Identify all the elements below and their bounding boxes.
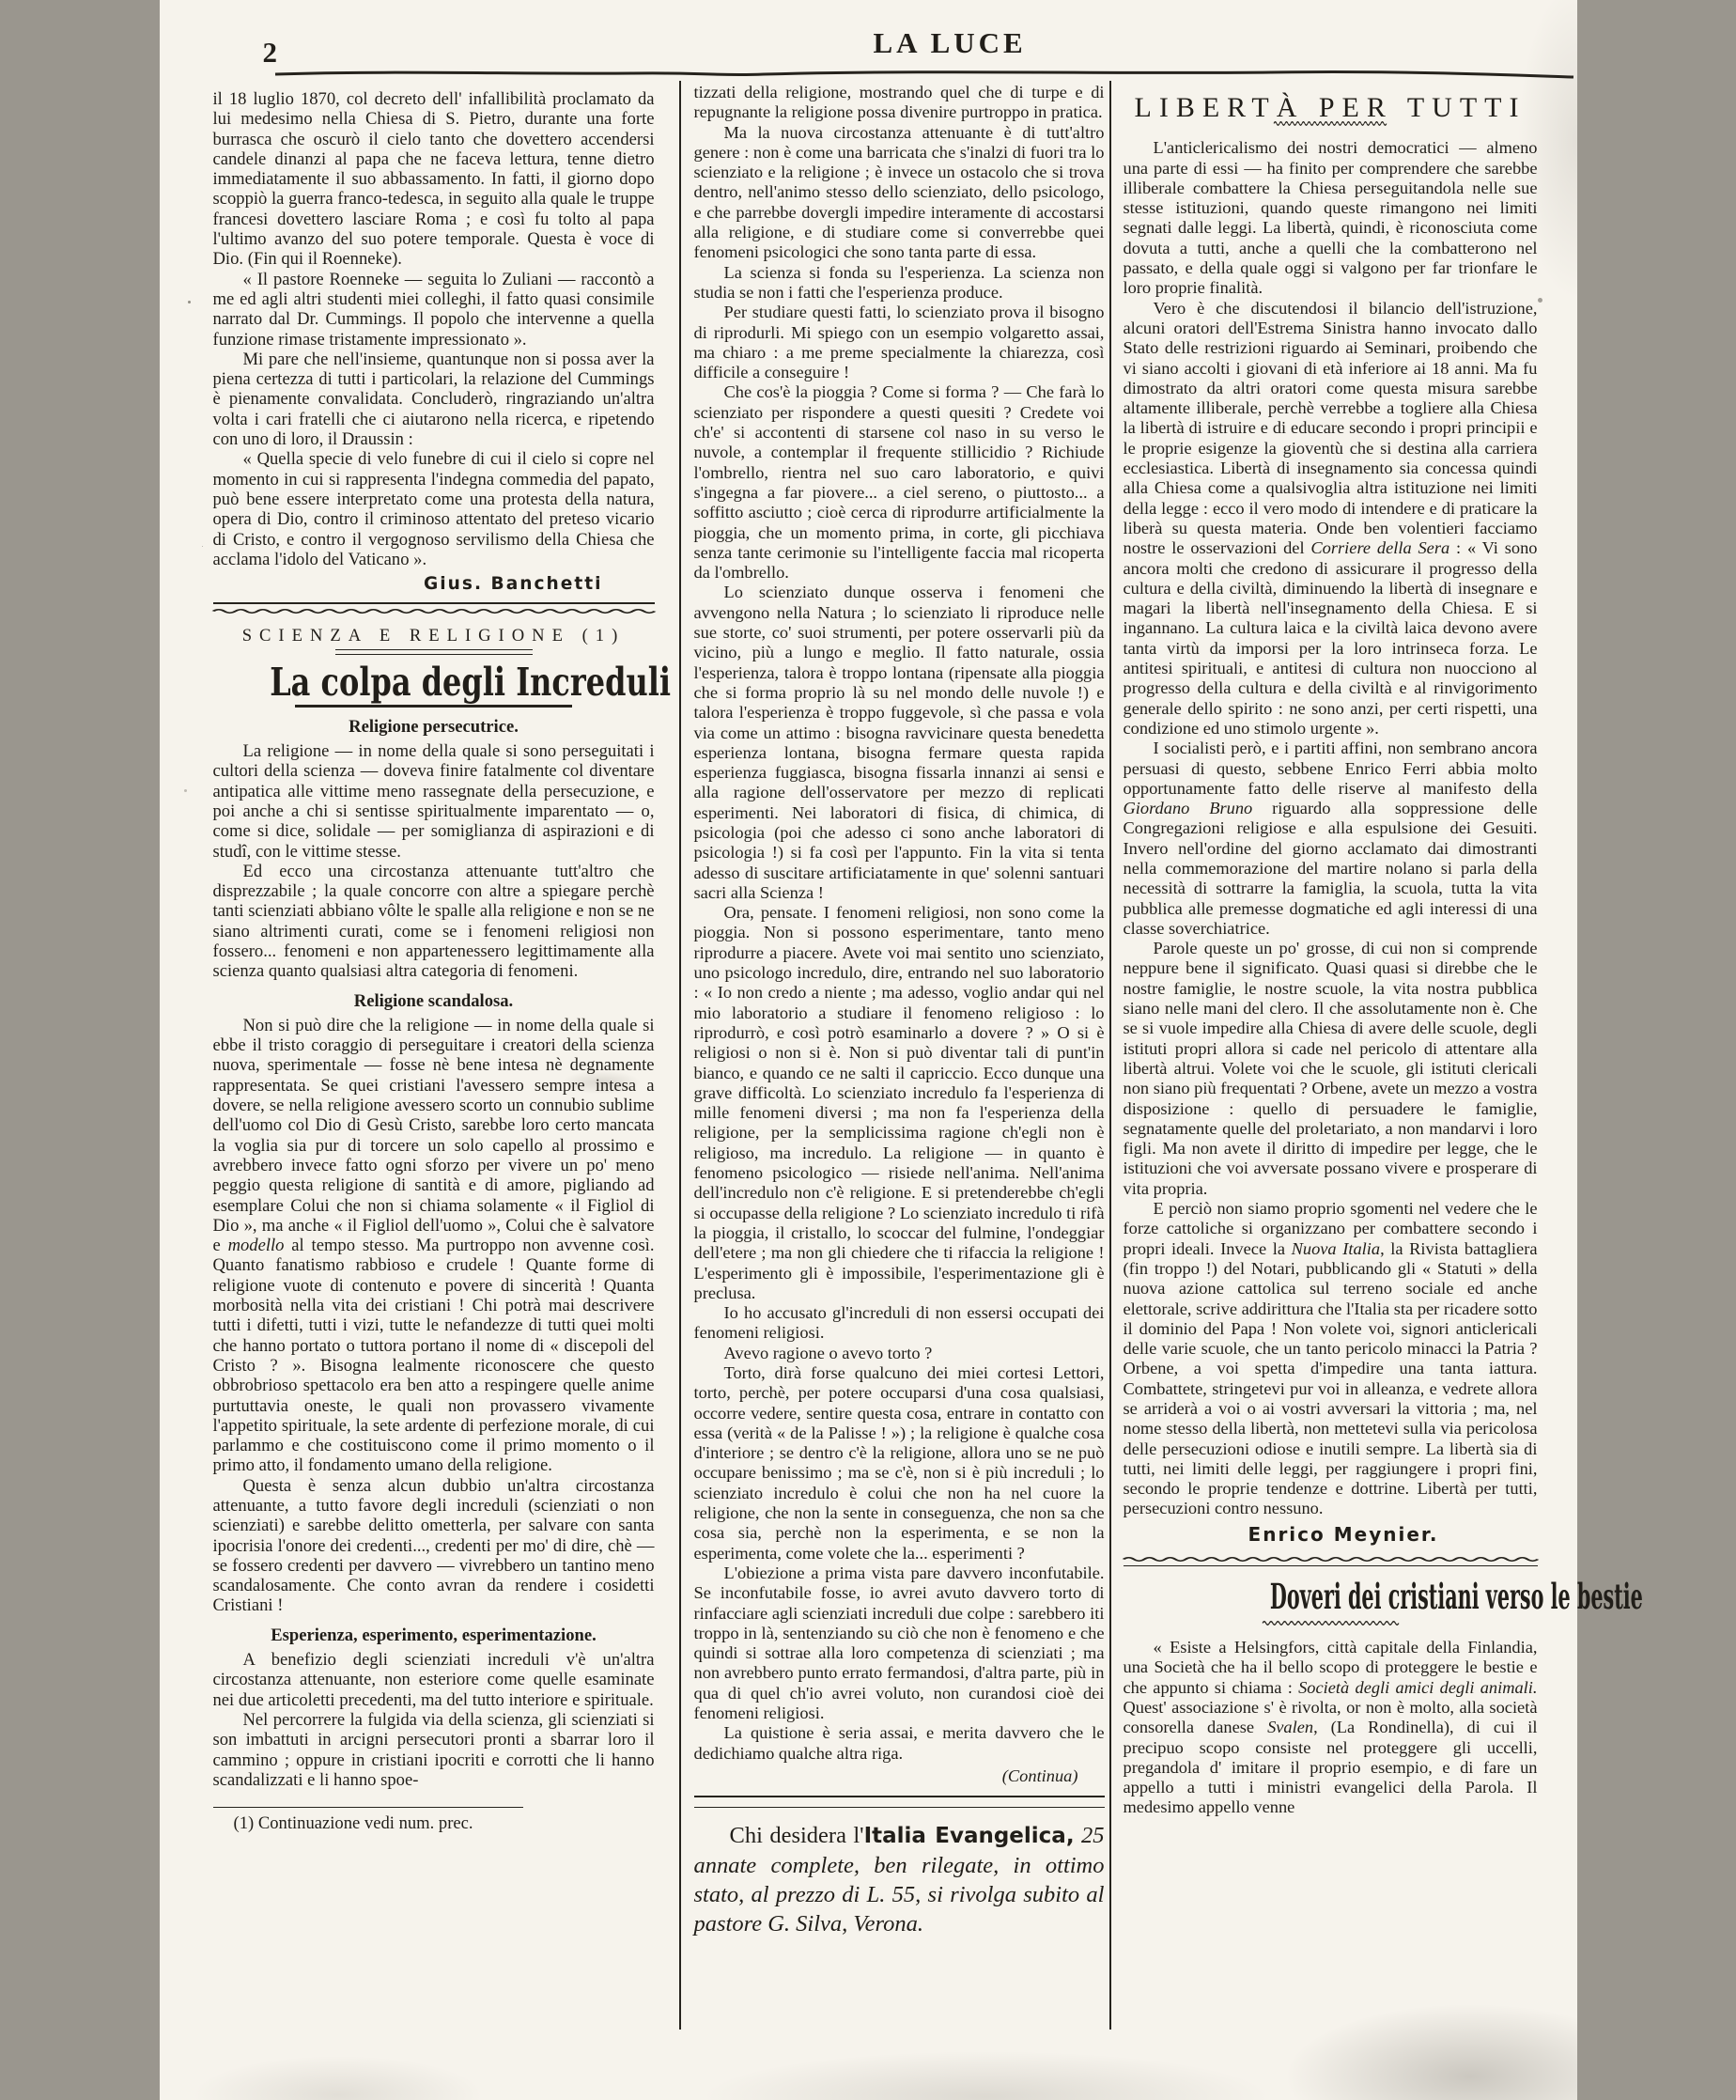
article-title-liberta: LIBERTÀ PER TUTTI (1134, 92, 1527, 123)
column-divider-left (679, 81, 681, 2030)
headline-underline (295, 705, 572, 708)
body-paragraph: « Quella specie di velo funebre di cui il cielo si copre nel momento in cui si rappresenta l'indegna commedia del papato, può bene essere interpretato come una protesta della natura, opera di Dio, contro il criminoso attentato del preteso vicario di Cristo, e contro il vergognoso servilismo della Chiesa che acclama l'idolo del Vaticano ». (212, 449, 655, 569)
section-separator (213, 602, 655, 614)
column-left (212, 89, 671, 2081)
signature-banchetti: Gius. Banchetti (424, 574, 603, 595)
subheading: Esperienza, esperimento, esperimentazione. (271, 1625, 597, 1645)
body-paragraph: I socialisti però, e i partiti affini, non sembrano ancora persuasi di questo, sebbene Enrico Ferri abbia molto opportunamente fatto delle riserve al manifesto della Giordano Bruno riguardo alla soppressione delle Congregazioni religiose e alla espulsione dei Gesuiti. Invero nell'ordine del giorno acclamato dai dimostranti nella commemorazione del martire nolano si parla della necessità di sottrarre la famiglia, la scuola, tutta la vita pubblica alle premesse dogmatiche ed agli interessi di una classe soverchiatrice. (1123, 739, 1538, 938)
article-headline-doveri: Doveri dei cristiani verso le bestie (1269, 1576, 1643, 1618)
body-paragraph: « Il pastore Roenneke — seguita lo Zuliani — raccontò a me ed agli altri studenti miei colleghi, il fatto quasi consimile narrato dal Dr. Cummings. Il popolo che intervenne a quella funzione rimase tristamente impressionato ». (212, 269, 655, 350)
article-separator (1124, 1556, 1538, 1566)
body-paragraph: Non si può dire che la religione — in nome della quale si ebbe il tristo coraggio di perseguitare i creatori della scienza nuova, sperimentale — fosse nè bene intesa nè degnamente rappresentata. Se quei cristiani l'avessero sempre intesa a dovere, se nella religione avessero scorto un connubio sublime dell'uomo col Dio di Gesù Cristo, sarebbe loro certo mancata la voglia sia pur di torcere un solo capello al prossimo e avrebbero invece fatto ogni sforzo per vivere un po' meno peggio questa religione di santità e di amore, pigliando ad esemplare Colui che non si chiama solamente « il Figliol di Dio », ma anche « il Figliol dell'uomo », Colui che è salvatore e modello al tempo stesso. Ma purtroppo non avvenne così. Quanto fanatismo rabbioso e crudele ! Quante forme di religione vuote di contenuto e povere di sincerità ! Quanta morbosità nella vita dei cristiani ! Chi potrà mai descrivere tutti i difetti, tutti i vizi, tutte le nefandezze di tutti quei molti che hanno portato o tuttora portano il nome di « discepoli del Cristo ? ». Bisogna lealmente riconoscere che questo obbrobrioso spettacolo era ben atto a respingere quelle anime purtuttavia oneste, le quali non provassero vivamente l'appetito spirituale, la sete ardente di perfezione morale, di cui parlammo e che costituiscono come il primo momento o il primo atto, il fondamento umano della religione. (212, 1015, 655, 1476)
subheading: Religione scandalosa. (353, 990, 514, 1011)
newspaper-page (160, 0, 1643, 2100)
column-center (694, 83, 1105, 2075)
scan-speck (188, 301, 191, 303)
body-paragraph: L'obiezione a prima vista pare davvero inconfutabile. Se inconfutabile fosse, io avrei avuto davvero torto di rinfacciare agli scienziati increduli due colpe : sarebbero iti troppo in là, sentenziando su ciò che non è fenomeno e che quindi si sottrae alla loro competenza di scienziati ; ma non avrebbero punto errato fermandosi, d'altra parte, più in qua di quel ch'io avrei voluto, non curandosi cioè dei fenomeni religiosi. (693, 1563, 1105, 1723)
column-right (1123, 83, 1643, 2075)
column-divider-right (1109, 81, 1111, 2030)
heading-rule (335, 649, 533, 655)
body-paragraph: E perciò non siamo proprio sgomenti nel vedere che le forze cattoliche si organizzano per combattere secondo i propri ideali. Invece la Nuova Italia, la Rivista battagliera (fin troppo !) del Notari, pubblicando gli « Statuti » della nuova azione cattolica sul terreno sociale ed anche elettorale, scrive addirittura che l'Italia sta per ricadere sotto il dominio del Papa ! Non volete voi, signori anticlericali delle varie scuole, che un tanto pericolo minacci la Patria ? Orbene, a voi spetta d'impedire una tanta iattura. Combattete, stringetevi pur voi in alleanza, e vedrete allora se arriderà a voi o ai vostri avversari la vittoria ; ma, nel nome stesso della libertà, non mettetevi sulla via pericolosa delle persecuzioni odiose e inutili sempre. La libertà sia di tutti, nei limiti delle leggi, per raggiungere i propri fini, secondo le proprie tendenze e dottrine. Libertà per tutti, persecuzioni contro nessuno. (1123, 1199, 1538, 1518)
body-paragraph: La quistione è seria assai, e merita davvero che le dedichiamo qualche altra riga. (693, 1723, 1105, 1763)
body-paragraph: Per studiare questi fatti, lo scienziato prova il bisogno di riprodurli. Mi spiego con un esempio volgaretto assai, ma chiaro : a me preme specialmente la chiarezza, così difficile a conseguire ! (693, 303, 1105, 382)
masthead-title: LA LUCE (873, 26, 1027, 59)
section-heading: SCIENZA E RELIGIONE (1) (241, 626, 626, 646)
subheading: Religione persecutrice. (349, 716, 519, 737)
body-paragraph: Ma la nuova circostanza attenuante è di tutt'altro genere : non è come una barricata che s'inalzi di fuori tra lo scienziato e la religione ; è invece un ostacolo che si trova dentro, nell'animo stesso dello scienziato, dello psicologo, e che parrebbe dovergli impedire interamente di accostarsi alla religione, e di studiare come si converrebbe quei fenomeni psicologici che sono tanta parte di essa. (693, 122, 1105, 262)
body-paragraph: Io ho accusato gl'increduli di non essersi occupati dei fenomeni religiosi. (693, 1303, 1105, 1343)
body-paragraph: Vero è che discutendosi il bilancio dell'istruzione, alcuni oratori dell'Estrema Sinistra hanno invocato dallo Stato delle restrizioni riguardo ai Seminari, proibendo che vi siano accolti i giovani di età inferiore ai 18 anni. Ma fu dimostrato da altri oratori come questa misura sarebbe altamente illiberale, perchè verrebbe a togliere alla Chiesa la libertà di istruire e di educare secondo i propri principii e le proprie esigenze la gioventù che si destina alla carriera ecclesiastica. Libertà di insegnamento sia concessa quindi alla Chiesa come a qualsivoglia altra istituzione nei limiti della legge : ecco il vero modo di intendere e di praticare la liberà su questa materia. Onde ben volentieri facciamo nostre le osservazioni del Corriere della Sera : « Vi sono ancora molti che credono di assicurare il progresso della cultura e della civiltà, diminuendo la libertà di insegnare e magari la libertà nell'insegnamento della Chiesa. E si ingannano. La cultura laica e la civiltà laica devono avere tanta virtù da imporsi per la loro intrinseca forza. Le antitesi spirituali, e antitesi di cultura non nuocciono al progresso della cultura e della civiltà e al rinvigorimento generale dello spirito : ne sono anzi, per certi rispetti, una condizione ed uno stimolo urgente ». (1123, 298, 1538, 738)
article-headline: La colpa degli Increduli (269, 659, 671, 705)
body-paragraph: « Esiste a Helsingfors, città capitale della Finlandia, una Società che ha il bello scopo di proteggere le bestie e che appunto si chiama : Società degli amici degli animali. Quest' associazione s' è rivolta, or non è molto, alla società consorella danese Svalen, (La Rondinella), di cui il precipuo scopo consiste nel proteggere gli uccelli, pregandola d' imitare il proprio esempio, e di fare un appello a tutti i ministri evangelici della Parola. Il medesimo appello venne (1123, 1638, 1538, 1817)
header-rule (275, 66, 1573, 79)
body-paragraph: La scienza si fonda su l'esperienza. La scienza non studia se non i fatti che l'esperienza produce. (693, 262, 1105, 302)
wavy-rule (1263, 1620, 1399, 1626)
continua-note: (Continua) (1001, 1766, 1078, 1785)
body-paragraph: La religione — in nome della quale si sono perseguitati i cultori della scienza — doveva finire fatalmente col diventare antipatica alle vittime meno rassegnate della persecuzione, e poi anche a chi si sentisse spiritualmente imparentato — o, come si dice, solidale — per somiglianza di aspirazioni e di studî, con le vittime stesse. (212, 741, 655, 862)
body-paragraph: Torto, dirà forse qualcuno dei miei cortesi Lettori, torto, perchè, per potere occuparsi d'una cosa qualsiasi, occorre vedere, sentire questa cosa, entrare in contatto con essa (verità « de la Palisse ! ») ; la religione è qualche cosa d'interiore ; se dentro c'è la religione, allora uno se ne può occupare benissimo ; ma se c'è, non si è più increduli ; lo scienziato incredulo è colui che non ha nel cuore la religione, che non la sente in conseguenza, che non sa che cosa sia, perchè non la esperimenta, e se non la esperimenta, come volete che la... esperimenti ? (693, 1363, 1105, 1563)
body-paragraph: il 18 luglio 1870, col decreto dell' infallibilità proclamato da lui medesimo nella Chiesa di S. Pietro, durante una forte burrasca che oscurò il cielo tanto che dovettero accendersi candele dinanzi al papa che ne faceva lettura, tenne dietro immediatamente il suo abbassamento. In fatti, il giorno dopo scoppiò la guerra franco-tedesca, in seguito alla quale le truppe francesi dovettero lasciare Roma ; e così fu tolto al papa l'ultimo avanzo del suo potere temporale. Questa è voce di Dio. (Fin qui il Roenneke). (212, 89, 655, 270)
body-paragraph: Avevo ragione o avevo torto ? (723, 1343, 933, 1362)
wavy-rule (213, 608, 655, 614)
signature-meynier: Enrico Meynier. (1248, 1522, 1439, 1546)
body-paragraph: L'anticlericalismo dei nostri democratici — almeno una parte di essi — ha finito per comprendere che sarebbe illiberale combattere la Chiesa perseguitandola nelle sue stesse istituzioni, quando queste rimangono nei limiti segnati dalle leggi. La libertà, quindi, è riconosciuta come dovuta a tutti, anche a quelli che la combatterono nel passato, e della quale oggi si valgono per far trionfare le loro proprie finalità. (1123, 138, 1538, 298)
body-paragraph: Questa è senza alcun dubbio un'altra circostanza attenuante, a tutto favore degli increduli (scienziati o non scienziati) e sarebbe delitto ometterla, per salvare con santa ipocrisia l'onore dei credenti..., credenti per mo' di dire, chè — se fossero credenti per davvero — vivrebbero un tantino meno scandalosamente. Che conto avran da rendere i cosidetti Cristiani ! (212, 1475, 655, 1616)
body-paragraph: Che cos'è la pioggia ? Come si forma ? — Che farà lo scienziato per rispondere a questi quesiti ? Credete voi ch'e' si accontenti di starsene col naso in su verso le nuvole, a contemplar il frequente stillicidio ? Richiude l'ombrello, rientra nel suo caro laboratorio, e quivi s'ingegna a far piovere... a ciel sereno, o piuttosto... a soffitto asciutto ; cioè cerca di riprodurre artificialmente la pioggia, che un momento prima, in corte, gli picchiava senza tante cerimonie su l'intelligente faccia mal ricoperta da l'ombrello. (693, 382, 1105, 583)
body-paragraph: tizzati della religione, mostrando quel che di turpe e di repugnante la religione possa divenire purtroppo in pratica. (693, 83, 1105, 122)
footnote-rule (213, 1807, 523, 1808)
wavy-rule (1124, 1556, 1538, 1563)
ad-separator (694, 1796, 1105, 1808)
body-paragraph: Parole queste un po' grosse, di cui non si comprende neppure bene il significato. Quasi quasi si direbbe che le nostre famiglie, le nostre scuole, la vita nostra pubblica siano nelle mani del clero. Il che assolutamente non è. Che se si vuole impedire alla Chiesa di avere delle scuole, degli istituti propri allora si cade nel pericolo di attentare alla libertà altrui. Volete voi che le scuole, gli istituti clericali non siano più frequentati ? Orbene, avete un mezzo a vostra disposizione : quello di persuadere le famiglie, segnatamente quelle del proletariato, a non mandarvi i loro figli. Ma non avete il diritto di impedire per legge, che le istituzioni che voi avversate possano vivere e prosperare di vita propria. (1123, 939, 1538, 1198)
body-paragraph: Ed ecco una circostanza attenuante tutt'altro che disprezzabile ; la quale concorre con altre a spiegare perchè tanti scienziati abbiano vôlte le spalle alla religione e non se ne siano altrimenti curati, come se i fenomeni religiosi non fossero... fenomeni e non appartenessero legittimamente alla scienza quanto qualsiasi altra categoria di fenomeni. (212, 861, 655, 982)
headline-wavy-underline (1263, 1620, 1399, 1626)
body-paragraph: Ora, pensate. I fenomeni religiosi, non sono come la pioggia. Non si possono esperimentare, tanto meno riprodurre a piacere. Avete voi mai sentito uno scienziato, uno psicologo incredulo, dire, entrando nel suo laboratorio : « Io non credo a niente ; ma adesso, voglio andar qui nel mio laboratorio a studiare il fenomeno religioso : lo riprodurrò, e così potrò esaminarlo a dovere ? » O si è religiosi o non si è. Non si può diventar tali di punt'in bianco, e quando ce ne salti il capriccio. Ecco dunque una grave difficoltà. Lo scienziato incredulo fa l'esperienza di mille fenomeni diversi ; ma non fa l'esperienza della religione, per la semplicissima ragione ch'egli non è religioso, ma incredulo. La religione — in quanto è fenomeno psicologico — risiede nell'anima. Nell'anima dell'incredulo non c'è religione. E si pretenderebbe ch'egli si occupasse della religione ? Lo scienziato incredulo ti rifà la pioggia, il cristallo, lo scoccar del fulmine, l'ondeggiar dell'etere ; ma non gli chiedere che ti rifaccia la religione ! L'esperimento gli è impossibile, l'esperimentazione gli è preclusa. (693, 903, 1105, 1302)
advertisement: Chi desidera l'Italia Evangelica, 25 annate complete, ben rilegate, in ottimo stato, al prezzo di L. 55, si rivolga subito al pastore G. Silva, Verona. (693, 1823, 1105, 1937)
body-paragraph: Lo scienziato dunque osserva i fenomeni che avvengono nella Natura ; lo scienziato li riproduce nelle sue storte, co' suoi strumenti, per potere osservarli più da vicino, più a lungo e meglio. Il fatto naturale, ossia l'esperienza, talora è troppo lontana (ripensate alla pioggia che si forma proprio là su nel mondo delle nuvole !) e talora l'esperienza è troppo fuggevole, sì che passa e vola via come un attimo : bisogna ravvicinare questa benedetta esperienza lontana, bisogna fermare questa rapida esperienza fuggiasca, bisogna fissarla innanzi ai sensi e alla ragione dell'osservatore per mezzo di replicati esperimenti. Nei laboratori di fisica, di chimica, di psicologia (poi che adesso ci sono anche laboratori di psicologia !) si fa così per l'appunto. Fin la vita si tenta adesso di suscitare artificiatamente in que' solenni santuari sacri alla Scienza ! (693, 583, 1105, 902)
body-paragraph: A benefizio degli scienziati increduli v'è un'altra circostanza attenuante, non esteriore come quelle esaminate nei due articoletti precedenti, ma del tutto interiore e spirituale. (212, 1650, 655, 1710)
page-number: 2 (262, 36, 277, 69)
body-paragraph: Nel percorrere la fulgida via della scienza, gli scienziati si son imbattuti in arcigni persecutori pronti a sbarrar loro il cammino ; oppure in cristiani ipocriti e corrotti che li hanno scandalizzati e li hanno spoe- (212, 1709, 655, 1790)
body-paragraph: Mi pare che nell'insieme, quantunque non si possa aver la piena certezza di tutti i particolari, la relazione del Cummings è pienamente convalidata. Concluderò, ringraziando un'altra volta i cari fratelli che ci aiutarono nella ricerca, e ripetendo con uno di loro, il Draussin : (212, 349, 655, 450)
footnote: (1) Continuazione vedi num. prec. (233, 1813, 473, 1834)
